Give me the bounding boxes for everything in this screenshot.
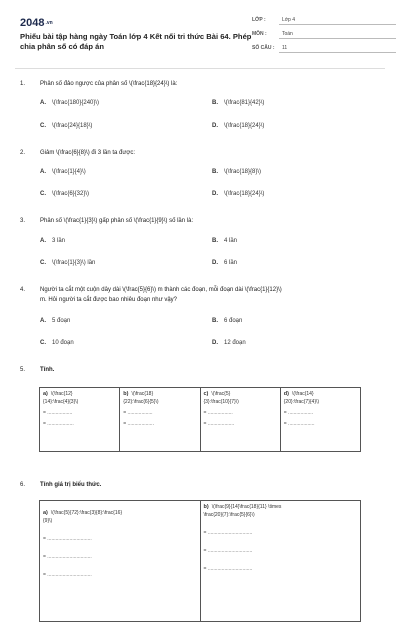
option-text: 3 lần [52, 238, 66, 244]
meta-socau-label: SỐ CÂU : [252, 45, 275, 51]
question-number: 4. [20, 287, 26, 293]
answer-option[interactable] [40, 191, 89, 197]
calc-expr-line2: {20}:\frac{7}{4}\) [283, 399, 320, 405]
calc-expr-line2: {22}:\frac{6}{5}\) [123, 399, 159, 405]
calc-expr-line1: \(\frac{14} [291, 391, 314, 397]
answer-option[interactable] [40, 260, 95, 266]
option-text: 12 đoạn [224, 340, 246, 346]
question-text-continued: m. Hỏi người ta cắt được bao nhiêu đoạn như vậy? [40, 297, 177, 303]
calc-table [39, 387, 361, 452]
calc-expr-line2: {14}:\frac{4}{3}\) [43, 399, 79, 405]
question-title: Tính giá trị biểu thức. [40, 482, 102, 488]
answer-blank[interactable]: = ................................ [203, 566, 253, 572]
option-text: 6 đoạn [224, 318, 243, 324]
option-text: \(\frac{1}{3}\) lần [52, 260, 96, 266]
option-letter: A. [40, 318, 46, 324]
answer-option[interactable] [40, 100, 99, 106]
expression-table [39, 500, 361, 622]
logo-text: 2048 [20, 17, 45, 29]
option-letter: D. [212, 191, 218, 197]
answer-blank[interactable]: = ................... [123, 421, 154, 427]
answer-option[interactable] [212, 318, 242, 324]
option-letter: D. [212, 340, 218, 346]
expression-line1: \(\frac{5}{72}:\frac{3}{8}:\frac{16} [50, 510, 123, 516]
option-letter: C. [40, 123, 46, 129]
meta-lop-value: Lớp 4 [282, 17, 296, 23]
option-letter: B. [212, 100, 218, 106]
option-letter: A. [40, 238, 46, 244]
calc-cell [120, 388, 200, 452]
option-text: \(\frac{18}{24}\) [224, 123, 265, 129]
question-text: Giảm \(\frac{6}{8}\) đi 3 lần ta được: [40, 150, 135, 156]
calc-expression [123, 390, 196, 398]
question-text: Người ta cắt một cuộn dây dài \(\frac{5}{6}\) m thành các đoạn, mỗi đoạn dài \(\frac{1}{12}\) [40, 287, 282, 293]
option-text: \(\frac{180}{240}\) [52, 100, 100, 106]
answer-option[interactable] [40, 238, 65, 244]
calc-cell [280, 388, 360, 452]
answer-option[interactable] [40, 318, 70, 324]
answer-option[interactable] [212, 191, 264, 197]
answer-blank[interactable]: = ................................ [43, 572, 92, 578]
answer-option[interactable] [40, 169, 86, 175]
expression [43, 509, 197, 517]
calc-expr-line2: {3}:\frac{10}{7}\) [203, 399, 239, 405]
option-letter: C. [40, 340, 46, 346]
option-letter: C. [40, 191, 46, 197]
answer-blank[interactable]: = ................................ [203, 530, 253, 536]
answer-blank[interactable]: = .................. [283, 410, 314, 416]
answer-option[interactable] [40, 340, 74, 346]
calc-expression [204, 390, 277, 398]
question-number: 6. [20, 482, 26, 488]
answer-blank[interactable]: = .................. [123, 410, 153, 416]
question-number: 2. [20, 150, 26, 156]
expression-cell-b [200, 501, 361, 622]
expression-line2: {9}\) [43, 518, 53, 524]
calc-expr-line1: \(\frac{18} [131, 391, 154, 397]
calc-label: a) [43, 391, 48, 397]
header-divider [15, 68, 385, 69]
calc-label: c) [203, 391, 209, 397]
option-text: 5 đoạn [52, 318, 71, 324]
meta-mon-label: MÔN : [252, 31, 267, 37]
answer-option[interactable] [212, 340, 246, 346]
option-text: \(\frac{81}{42}\) [224, 100, 265, 106]
calc-cell [200, 388, 280, 452]
option-letter: C. [40, 260, 46, 266]
expression-line2: \frac{20}{7}:\frac{5}{6}\) [203, 512, 255, 518]
meta-socau-line [279, 52, 396, 53]
logo-suffix: .vn [45, 20, 53, 26]
meta-mon-value: Toán [282, 31, 293, 37]
option-text: \(\frac{18}{24}\) [224, 191, 265, 197]
answer-option[interactable] [40, 123, 92, 129]
calc-label: b) [123, 391, 129, 397]
expression-line1: \(\frac{9}{14}\frac{18}{11} \times [211, 504, 282, 510]
answer-blank[interactable]: = ................... [283, 421, 315, 427]
option-letter: D. [212, 123, 218, 129]
option-letter: A. [40, 100, 46, 106]
meta-lop-line [279, 24, 396, 25]
option-letter: A. [40, 169, 46, 175]
question-number: 3. [20, 218, 26, 224]
answer-option[interactable] [212, 169, 261, 175]
calc-expr-line1: \(\frac{5} [211, 391, 231, 397]
answer-blank[interactable]: = .................. [43, 410, 73, 416]
site-logo[interactable] [20, 17, 53, 29]
question-title: Tính. [40, 367, 55, 373]
answer-blank[interactable]: = ................................ [43, 554, 92, 560]
answer-blank[interactable]: = ................................ [43, 536, 92, 542]
question-number: 5. [20, 367, 26, 373]
option-letter: B. [212, 318, 218, 324]
option-text: \(\frac{18}{8}\) [224, 169, 262, 175]
calc-expression [284, 390, 357, 398]
expression [204, 503, 358, 511]
meta-lop-label: LỚP : [252, 17, 266, 23]
option-letter: D. [212, 260, 218, 266]
meta-mon-line [279, 38, 396, 39]
option-letter: B. [212, 238, 218, 244]
answer-option[interactable] [212, 123, 264, 129]
calc-cell [40, 388, 120, 452]
option-text: 6 lần [224, 260, 238, 266]
expression-label: a) [43, 510, 48, 516]
answer-blank[interactable]: = ................................ [203, 548, 253, 554]
option-text: \(\frac{1}{4}\) [52, 169, 86, 175]
answer-option[interactable] [212, 260, 237, 266]
answer-option[interactable] [212, 100, 264, 106]
option-text: 4 lần [224, 238, 238, 244]
meta-socau-value: 11 [282, 45, 288, 51]
expression-label: b) [203, 504, 209, 510]
answer-blank[interactable]: = .................. [203, 410, 233, 416]
option-letter: B. [212, 169, 218, 175]
question-number: 1. [20, 81, 26, 87]
worksheet-title: Phiếu bài tập hàng ngày Toán lớp 4 Kết nối tri thức Bài 64. Phép chia phân số có đáp án [20, 32, 252, 51]
calc-expression [43, 390, 116, 398]
answer-blank[interactable]: = ................... [43, 421, 74, 427]
answer-option[interactable] [212, 238, 237, 244]
calc-expr-line1: \(\frac{12} [50, 391, 73, 397]
question-text: Phân số \(\frac{1}{3}\) gấp phân số \(\frac{1}{9}\) số lần là: [40, 218, 194, 224]
option-text: \(\frac{24}{18}\) [52, 123, 93, 129]
answer-blank[interactable]: = ................... [203, 421, 235, 427]
calc-label: d) [283, 391, 289, 397]
option-text: \(\frac{6}{32}\) [52, 191, 90, 197]
expression-cell-a [40, 501, 201, 622]
question-text: Phân số đảo ngược của phân số \(\frac{18}{24}\) là: [40, 81, 178, 87]
option-text: 10 đoạn [52, 340, 74, 346]
